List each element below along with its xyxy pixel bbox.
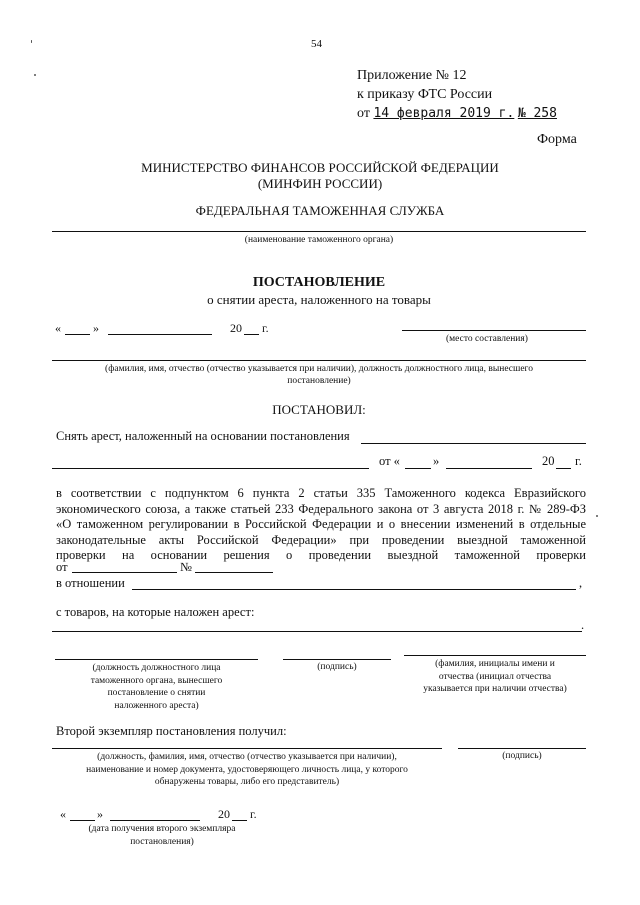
customs-organ-line <box>52 231 586 232</box>
recipient-caption-line: обнаружены товары, либо его представитель) <box>154 777 340 787</box>
appendix-title: Приложение № 12 <box>357 68 467 83</box>
basis-number-label: № <box>180 560 192 574</box>
position-caption-line: постановление о снятии <box>107 688 206 698</box>
appendix-block <box>357 66 571 123</box>
recipient-caption-line: (должность, фамилия, имя, отчество (отчество указывается при наличии), <box>97 752 397 762</box>
date-year-prefix: 20 <box>230 321 242 335</box>
receipt-caption-line: постановления) <box>130 836 194 847</box>
arrest-quote-close: » <box>433 454 440 468</box>
basis-line: в соответствии с подпунктом 6 пункта 2 статьи 335 Таможенного кодекса Евразийского <box>56 486 586 500</box>
appendix-date: 14 февраля 2019 г. <box>373 106 515 121</box>
arrest-year-suffix: г. <box>575 454 582 468</box>
official-caption-line2: постановление) <box>287 376 351 386</box>
goods-line <box>52 631 582 632</box>
recipient-caption <box>52 751 442 789</box>
receipt-quote-close: » <box>97 807 103 821</box>
scan-speck <box>31 40 32 43</box>
receipt-year-line <box>232 820 247 821</box>
official-position-line <box>55 659 258 660</box>
goods-label: с товаров, на которые наложен арест: <box>56 605 255 619</box>
official-caption <box>52 363 586 387</box>
recipient-caption-line: наименование и номер документа, удостоверяющего личность лица, у которого <box>86 764 408 775</box>
basis-line: проверки на основании решения о проведении выездной таможенной проверки <box>56 548 586 562</box>
receipt-month-line <box>110 820 200 821</box>
official-signature-line <box>283 659 391 660</box>
customs-organ-caption: (наименование таможенного органа) <box>244 235 394 245</box>
receipt-caption-line: (дата получения второго экземпляра <box>88 824 236 834</box>
page-number: 54 <box>311 38 322 50</box>
position-caption-line: наложенного ареста) <box>114 700 199 711</box>
regarding-label: в отношении <box>56 576 125 590</box>
arrest-year-prefix: 20 <box>542 454 555 468</box>
basis-paragraph <box>56 486 586 564</box>
basis-from-line <box>72 572 177 573</box>
scan-speck <box>34 74 36 76</box>
appendix-number: № 258 <box>517 106 557 121</box>
arrest-month-line <box>446 468 532 469</box>
name-caption-line: указывается при наличии отчества) <box>423 684 567 694</box>
arrest-continuation-line <box>52 468 369 469</box>
appendix-order: к приказу ФТС России <box>357 87 493 102</box>
ministry-line1: МИНИСТЕРСТВО ФИНАНСОВ РОССИЙСКОЙ ФЕДЕРАЦИИ <box>141 160 499 175</box>
official-caption-line1: (фамилия, имя, отчество (отчество указывается при наличии), должность должностного лица, вынесшего <box>105 364 533 374</box>
recipient-line <box>52 748 442 749</box>
place-line <box>402 330 586 331</box>
arrest-decree-line <box>361 443 586 444</box>
official-name-line <box>404 655 586 656</box>
name-caption-line: (фамилия, инициалы имени и <box>435 659 555 669</box>
ministry-line2: (МИНФИН РОССИИ) <box>257 176 383 191</box>
appendix-date-row <box>357 104 571 123</box>
resolved-heading: ПОСТАНОВИЛ: <box>272 402 366 417</box>
regarding-comma: , <box>579 576 583 590</box>
receipt-quote-open: « <box>60 807 66 821</box>
basis-from-label: от <box>56 560 68 574</box>
arrest-from-prefix: от « <box>379 454 400 468</box>
official-name-caption <box>404 658 586 696</box>
appendix-date-prefix: от <box>357 106 370 121</box>
basis-line: экономического союза, а также статьей 233 Федерального закона от 3 августа 2018 г. № 289-ФЗ <box>56 501 586 516</box>
date-year-suffix: г. <box>262 321 269 335</box>
basis-line: законодательные акты Российской Федерации» при проведении выездной таможенной <box>56 532 586 547</box>
second-copy-title: Второй экземпляр постановления получил: <box>56 724 287 738</box>
recipient-signature-caption: (подпись) <box>502 751 542 761</box>
date-quote-close: » <box>93 321 99 335</box>
goods-period: . <box>581 618 585 632</box>
arrest-day-line <box>405 468 431 469</box>
scan-speck <box>596 515 598 517</box>
document-title: ПОСТАНОВЛЕНИЕ <box>252 275 386 290</box>
official-position-caption <box>55 662 258 712</box>
receipt-day-line <box>70 820 95 821</box>
date-year-line <box>244 334 259 335</box>
position-caption-line: таможенного органа, вынесшего <box>90 675 223 686</box>
date-month-line <box>108 334 212 335</box>
document-subtitle: о снятии ареста, наложенного на товары <box>207 292 431 307</box>
arrest-year-line <box>556 468 571 469</box>
receipt-date-caption <box>52 823 272 848</box>
form-label: Форма <box>537 132 577 147</box>
basis-number-line <box>195 572 273 573</box>
regarding-line <box>132 589 576 590</box>
arrest-text: Снять арест, наложенный на основании постановления <box>56 429 350 443</box>
customs-service: ФЕДЕРАЛЬНАЯ ТАМОЖЕННАЯ СЛУЖБА <box>195 203 445 218</box>
receipt-year-prefix: 20 <box>218 807 230 821</box>
date-quote-open: « <box>55 321 61 335</box>
receipt-year-suffix: г. <box>250 807 257 821</box>
recipient-signature-line <box>458 748 586 749</box>
official-signature-caption: (подпись) <box>317 662 357 672</box>
official-line <box>52 360 586 361</box>
place-caption: (место составления) <box>446 334 528 344</box>
ministry-header <box>130 160 510 192</box>
date-day-line <box>65 334 90 335</box>
name-caption-line: отчества (инициал отчества <box>438 671 552 682</box>
position-caption-line: (должность должностного лица <box>92 663 221 673</box>
basis-line: «О таможенном регулировании в Российской Федерации и о внесении изменений в отдельные <box>56 517 586 531</box>
